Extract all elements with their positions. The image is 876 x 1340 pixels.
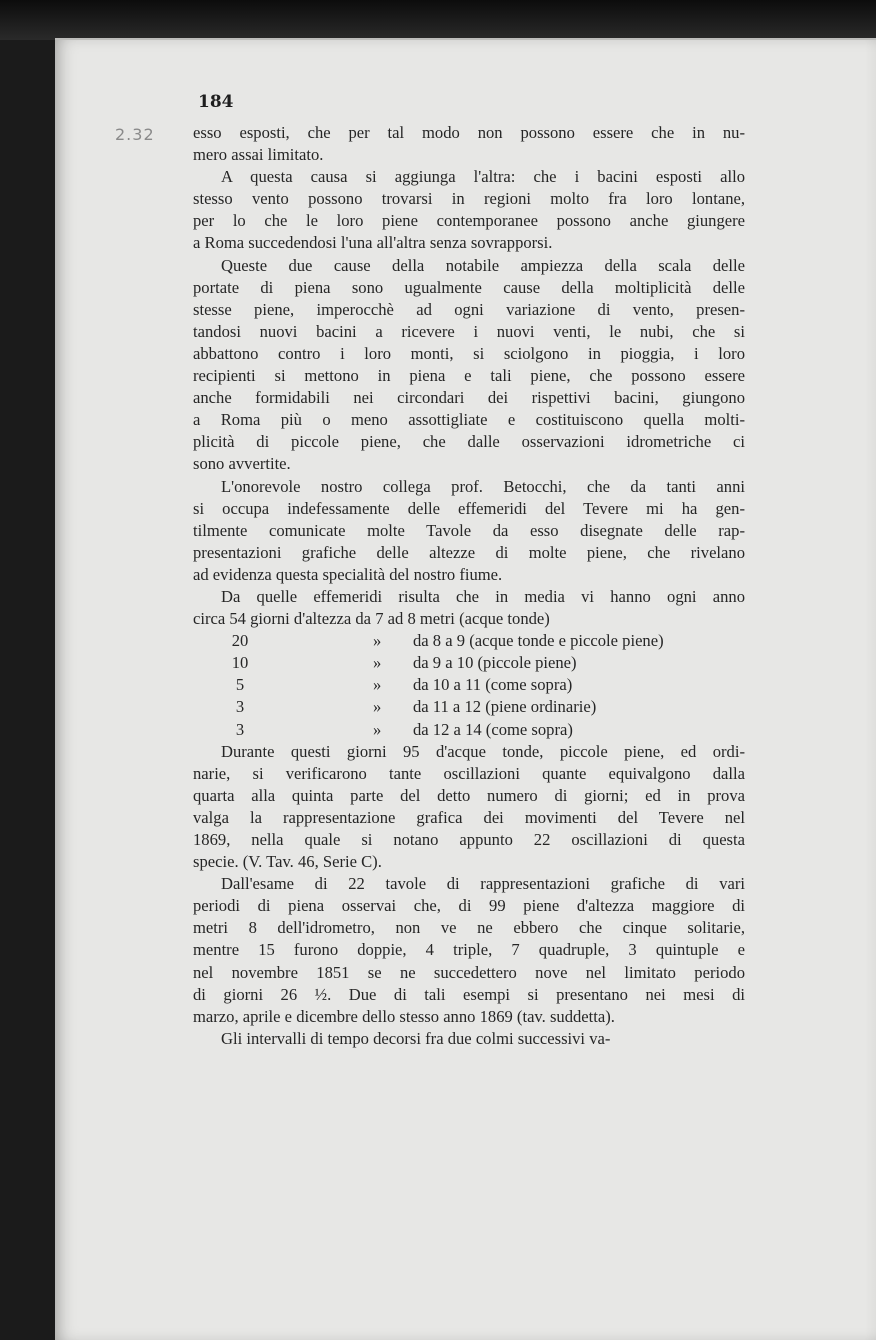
text-line: sono avvertite. (193, 454, 291, 474)
text-line: di giorni 26 ½. Due di tali esempi si presentano nei mesi di (193, 984, 745, 1004)
ditto-mark: » (373, 631, 382, 651)
text-line: si occupa indefessamente delle effemeridi del Tevere mi ha gen- (193, 498, 745, 518)
scan-background (0, 0, 876, 40)
text-line: recipienti si mettono in piena e tali piene, che possono essere (193, 366, 745, 386)
text-line: esso esposti, che per tal modo non possono essere che in nu- (193, 123, 745, 142)
text-line: stesse piene, imperocchè ad ogni variazione di vento, presen- (193, 299, 745, 319)
days-cell: 3 (235, 697, 245, 717)
page-body (193, 122, 745, 1050)
days-height-table (193, 630, 745, 740)
ditto-mark: » (373, 675, 382, 695)
text-line: Gli intervalli di tempo decorsi fra due colmi successivi va- (221, 1028, 611, 1048)
text-line: circa 54 giorni d'altezza da 7 ad 8 metri (acque tonde) (193, 609, 550, 629)
text-block-after-table (193, 741, 745, 1050)
text-line: narie, si verificarono tante oscillazioni quante equivalgono dalla (193, 763, 745, 783)
text-line: abbattono contro i loro monti, si sciolgono in pioggia, i loro (193, 343, 745, 363)
text-line: mentre 15 furono doppie, 4 triple, 7 quadruple, 3 quintuple e (193, 940, 745, 960)
text-line: tandosi nuovi bacini a ricevere i nuovi venti, le nubi, che si (193, 321, 745, 341)
range-cell: da 11 a 12 (piene ordinarie) (413, 697, 597, 717)
range-cell: da 12 a 14 (come sopra) (413, 719, 573, 739)
text-line: ad evidenza questa specialità del nostro fiume. (193, 564, 503, 584)
table-row (193, 674, 745, 696)
text-line: presentazioni grafiche delle altezze di molte piene, che rivelano (193, 542, 745, 562)
text-line: 1869, nella quale si notano appunto 22 oscillazioni di questa (193, 830, 745, 849)
text-line: Queste due cause della notabile ampiezza della scala delle (221, 255, 745, 275)
text-line: anche formidabili nei circondari dei rispettivi bacini, giungono (193, 388, 745, 408)
text-block-before-table (193, 122, 745, 630)
text-line: A questa causa si aggiunga l'altra: che i bacini esposti allo (221, 167, 745, 187)
text-line: Durante questi giorni 95 d'acque tonde, piccole piene, ed ordi- (221, 741, 745, 761)
range-cell: da 8 a 9 (acque tonde e piccole piene) (413, 631, 664, 651)
page-number: 184 (198, 92, 234, 112)
ditto-mark: » (373, 653, 382, 673)
text-line: a Roma più o meno assottigliate e costituiscono quella molti- (193, 410, 745, 430)
text-line: a Roma succedendosi l'una all'altra senza sovrapporsi. (193, 233, 553, 253)
margin-annotation: 2.32 (115, 125, 155, 144)
days-cell: 10 (231, 653, 249, 673)
days-cell: 5 (235, 675, 245, 695)
ditto-mark: » (373, 697, 382, 717)
days-cell: 20 (231, 631, 249, 651)
table-row (193, 652, 745, 674)
text-line: stesso vento possono trovarsi in regioni molto fra loro lontane, (193, 189, 745, 209)
days-cell: 3 (235, 719, 245, 739)
text-line: plicità di piccole piene, che dalle osservazioni idrometriche ci (193, 432, 745, 452)
text-line: periodi di piena osservai che, di 99 piene d'altezza maggiore di (193, 896, 745, 916)
ditto-mark: » (373, 719, 382, 739)
text-line: tilmente comunicate molte Tavole da esso disegnate delle rap- (193, 520, 745, 540)
range-cell: da 10 a 11 (come sopra) (413, 675, 573, 695)
text-line: specie. (V. Tav. 46, Serie C). (193, 852, 382, 872)
range-cell: da 9 a 10 (piccole piene) (413, 653, 577, 673)
text-line: per lo che le loro piene contemporanee possono anche giungere (193, 211, 745, 231)
table-row (193, 719, 745, 741)
text-line: marzo, aprile e dicembre dello stesso anno 1869 (tav. suddetta). (193, 1006, 615, 1026)
text-line: portate di piena sono ugualmente cause della moltiplicità delle (193, 277, 745, 297)
text-line: nel novembre 1851 se ne succedettero nove nel limitato periodo (193, 962, 745, 982)
text-line: quarta alla quinta parte del detto numero di giorni; ed in prova (193, 785, 745, 805)
text-line: Da quelle effemeridi risulta che in media vi hanno ogni anno (221, 586, 745, 606)
table-row (193, 630, 745, 652)
text-line: mero assai limitato. (193, 145, 324, 165)
text-line: L'onorevole nostro collega prof. Betocchi, che da tanti anni (221, 476, 745, 496)
text-line: metri 8 dell'idrometro, non ve ne ebbero che cinque solitarie, (193, 918, 745, 938)
table-row (193, 696, 745, 718)
text-line: Dall'esame di 22 tavole di rappresentazioni grafiche di vari (221, 874, 745, 894)
text-line: valga la rappresentazione grafica dei movimenti del Tevere nel (193, 807, 745, 827)
